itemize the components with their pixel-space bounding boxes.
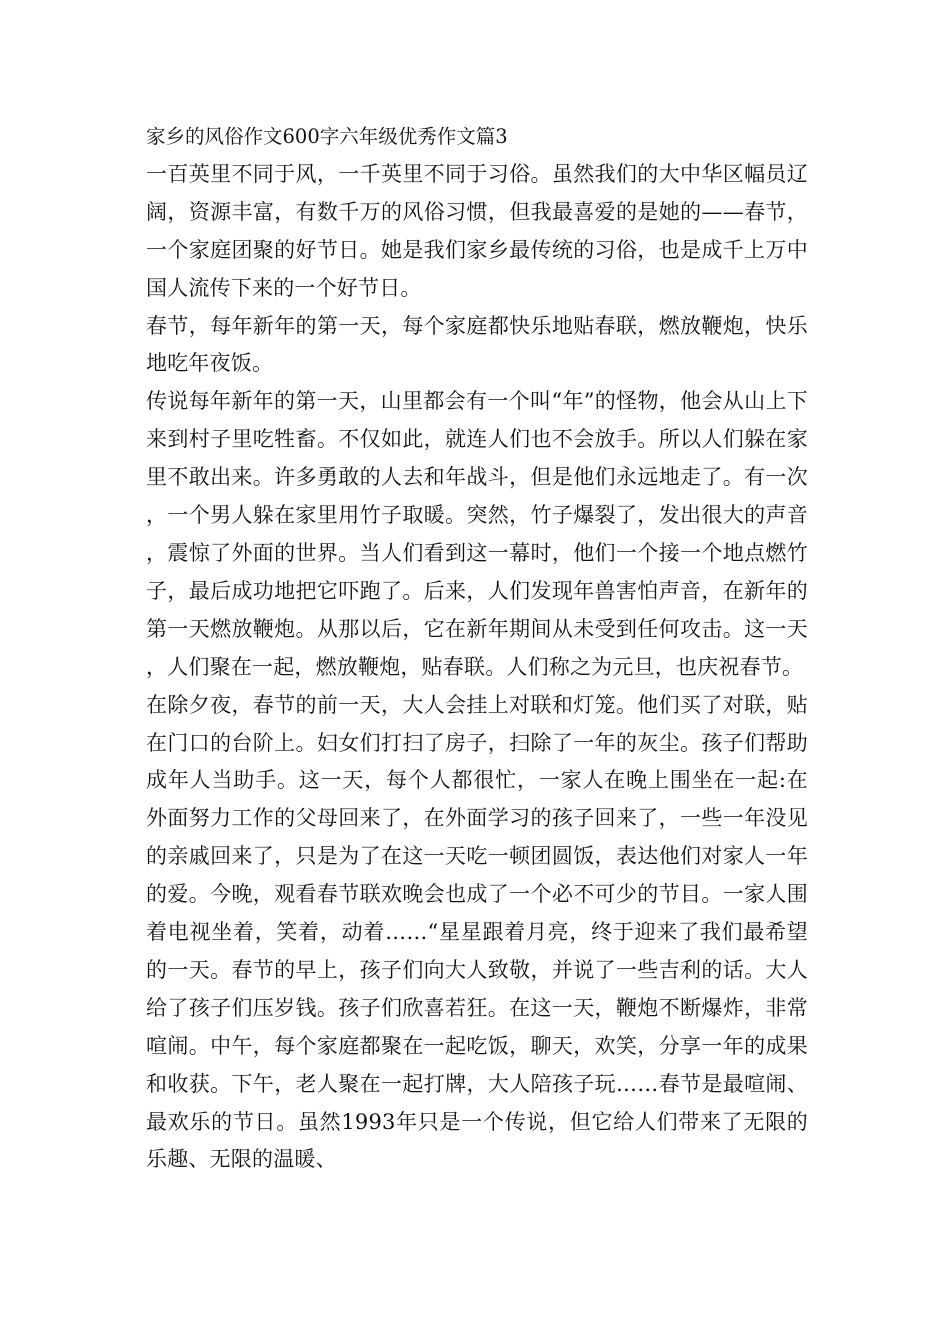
paragraph-intro: 一百英里不同于风，一千英里不同于习俗。虽然我们的大中华区幅员辽阔，资源丰富，有数千万的风俗习惯，但我最喜爱的是她的——春节，一个家庭团聚的好节日。她是我们家乡最传统的习俗，也是成千上万中国人流传下来的一个好节日。: [146, 161, 808, 300]
paragraph-nian-legend: 传说每年新年的第一天，山里都会有一个叫“年”的怪物，他会从山上下来到村子里吃牲畜。不仅如此，就连人们也不会放手。所以人们躲在家里不敢出来。许多勇敢的人去和年战斗，但是他们永远地走了。有一次，一个男人躲在家里用竹子取暖。突然，竹子爆裂了，发出很大的声音，震惊了外面的世界。当人们看到这一幕时，他们一个接一个地点燃竹子，最后成功地把它吓跑了。后来，人们发现年兽害怕声音，在新年的第一天燃放鞭炮。从那以后，它在新年期间从未受到任何攻击。这一天，人们聚在一起，燃放鞭炮，贴春联。人们称之为元旦，也庆祝春节。: [146, 389, 808, 679]
document-body: [146, 118, 808, 1179]
paragraph-new-years-eve: 在除夕夜，春节的前一天，大人会挂上对联和灯笼。他们买了对联，贴在门口的台阶上。妇女们打扫了房子，扫除了一年的灰尘。孩子们帮助成年人当助手。这一天，每个人都很忙，一家人在晚上围坐在一起:在外面努力工作的父母回来了，在外面学习的孩子回来了，一些一年没见的亲戚回来了，只是为了在这一天吃一顿团圆饭，表达他们对家人一年的爱。今晚，观看春节联欢晚会也成了一个必不可少的节目。一家人围着电视坐着，笑着，动着……“星星跟着月亮，终于迎来了我们最希望的一天。春节的早上，孩子们向大人致敬，并说了一些吉利的话。大人给了孩子们压岁钱。孩子们欣喜若狂。在这一天，鞭炮不断爆炸，非常喧闹。中午，每个家庭都聚在一起吃饭，聊天，欢笑，分享一年的成果和收获。下午，老人聚在一起打牌，大人陪孩子玩……春节是最喧闹、最欢乐的节日。虽然1993年只是一个传说，但它给人们带来了无限的乐趣、无限的温暖、: [146, 692, 808, 1172]
paragraph-spring-festival: 春节，每年新年的第一天，每个家庭都快乐地贴春联，燃放鞭炮，快乐地吃年夜饭。: [146, 313, 808, 376]
document-title: 家乡的风俗作文600字六年级优秀作文篇3: [146, 125, 508, 148]
